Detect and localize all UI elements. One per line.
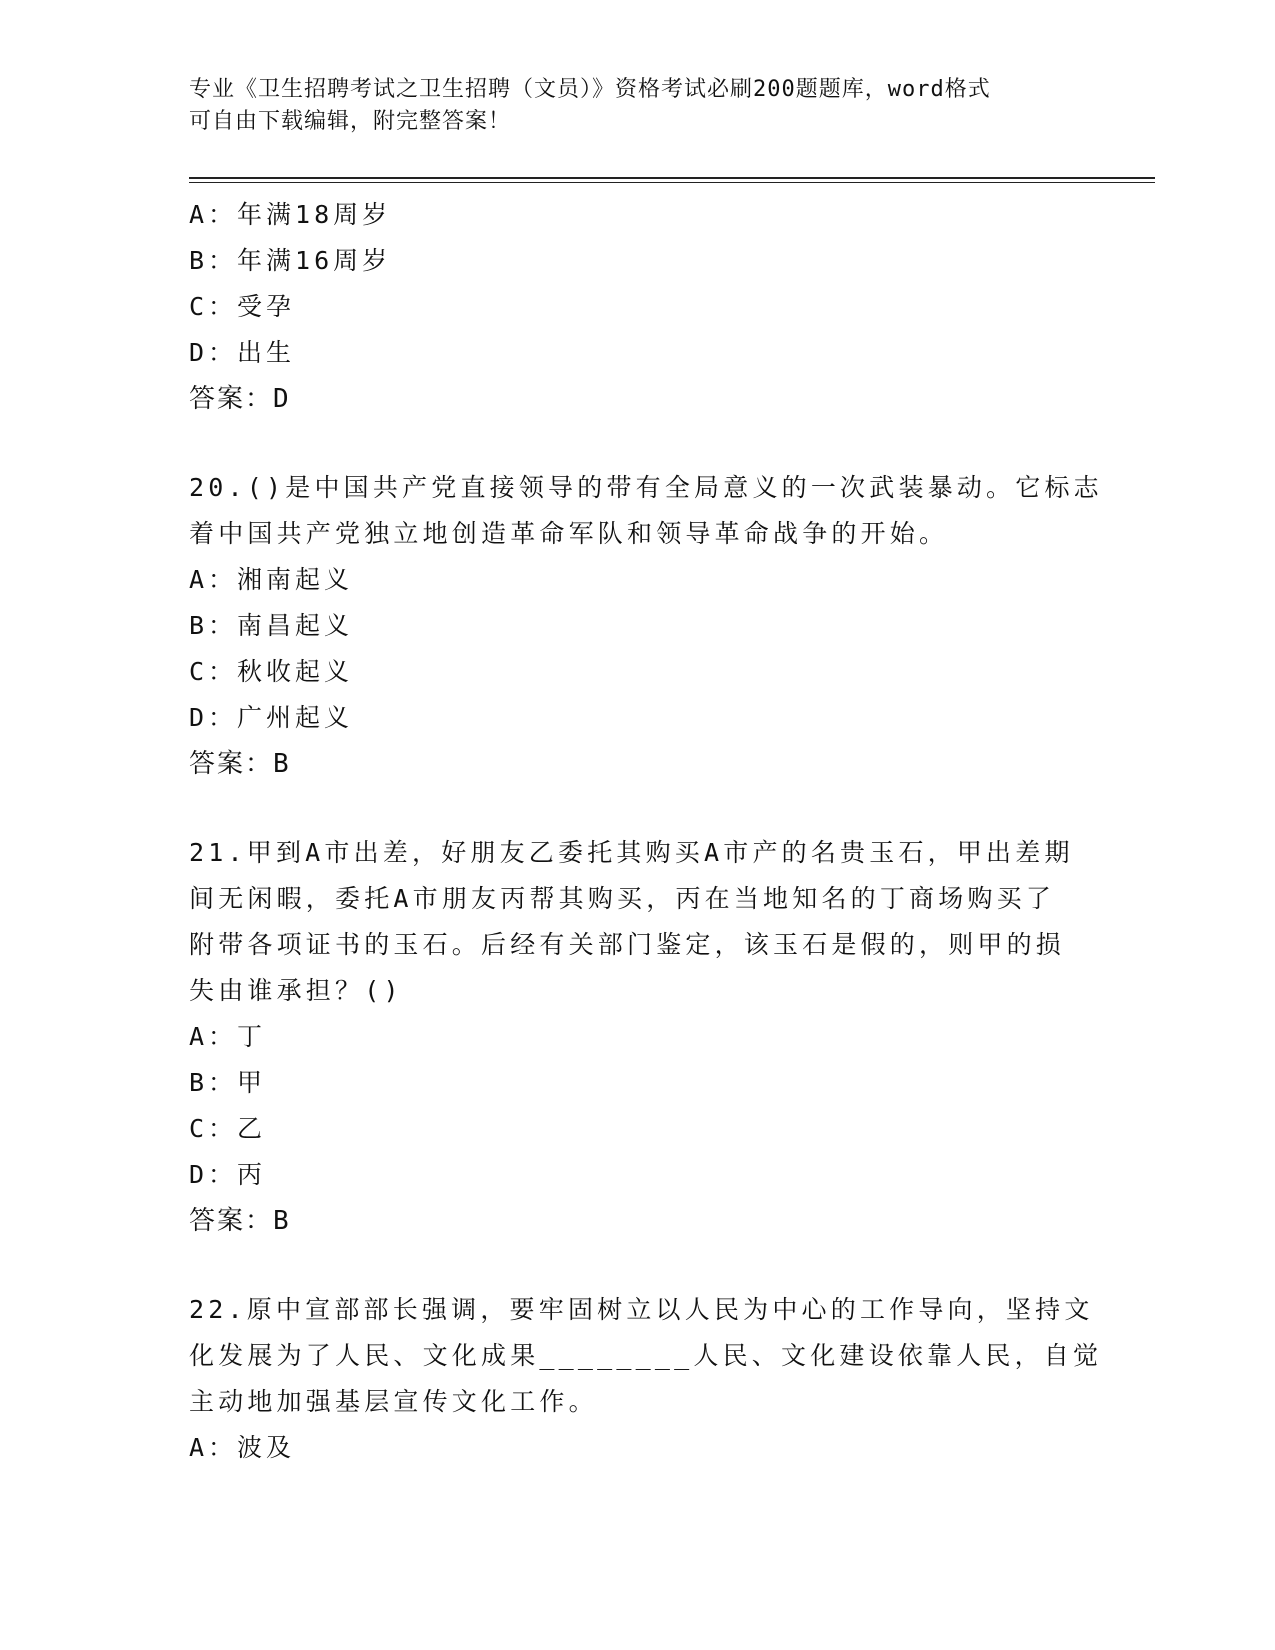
- question-line: 主动地加强基层宣传文化工作。: [189, 1387, 598, 1416]
- option-a: A：年满18周岁: [189, 200, 392, 229]
- header-title-line-2: 可自由下载编辑，附完整答案！: [189, 109, 512, 134]
- spacer: [189, 422, 1089, 465]
- option-a: A：湘南起义: [189, 565, 354, 594]
- option-d: D：广州起义: [189, 703, 354, 732]
- question-stem: [189, 830, 1089, 1014]
- answer: 答案：B: [189, 749, 291, 779]
- answer: 答案：D: [189, 384, 291, 414]
- option-b: B：甲: [189, 1068, 267, 1097]
- option-a: A：波及: [189, 1433, 296, 1462]
- option-d: D：丙: [189, 1160, 267, 1189]
- question-line: 22.原中宣部部长强调，要牢固树立以人民为中心的工作导向，坚持文: [189, 1295, 1094, 1324]
- option-b: B：南昌起义: [189, 611, 354, 640]
- header-divider-thin: [189, 182, 1155, 183]
- question-20: [189, 465, 1103, 787]
- option-b: B：年满16周岁: [189, 246, 392, 275]
- option-c: C：乙: [189, 1114, 267, 1143]
- question-line: 21.甲到A市出差，好朋友乙委托其购买A市产的名贵玉石，甲出差期: [189, 838, 1074, 867]
- question-line: 附带各项证书的玉石。后经有关部门鉴定，该玉石是假的，则甲的损: [189, 930, 1066, 959]
- question-stem: [189, 465, 1103, 557]
- question-line: 间无闲暇，委托A市朋友丙帮其购买，丙在当地知名的丁商场购买了: [189, 884, 1056, 913]
- option-a: A：丁: [189, 1022, 267, 1051]
- question-line: 化发展为了人民、文化成果________人民、文化建设依靠人民，自觉: [189, 1341, 1103, 1370]
- question-list: [189, 192, 1103, 1471]
- question-line: 20.()是中国共产党直接领导的带有全局意义的一次武装暴动。它标志: [189, 473, 1103, 502]
- question-19: [189, 192, 1089, 422]
- option-d: D：出生: [189, 338, 296, 367]
- question-stem: [189, 1287, 1103, 1425]
- question-22: [189, 1287, 1103, 1471]
- question-line: 着中国共产党独立地创造革命军队和领导革命战争的开始。: [189, 519, 949, 548]
- question-21: [189, 830, 1089, 1244]
- header-divider-thick: [189, 177, 1155, 179]
- spacer: [189, 1244, 1089, 1287]
- spacer: [189, 787, 1089, 830]
- option-c: C：秋收起义: [189, 657, 354, 686]
- header-title-line-1: 专业《卫生招聘考试之卫生招聘（文员）》资格考试必刷200题题库，word格式: [189, 77, 991, 102]
- question-line: 失由谁承担？(): [189, 976, 403, 1005]
- option-c: C：受孕: [189, 292, 296, 321]
- document-header: [189, 74, 1089, 138]
- answer: 答案：B: [189, 1206, 291, 1236]
